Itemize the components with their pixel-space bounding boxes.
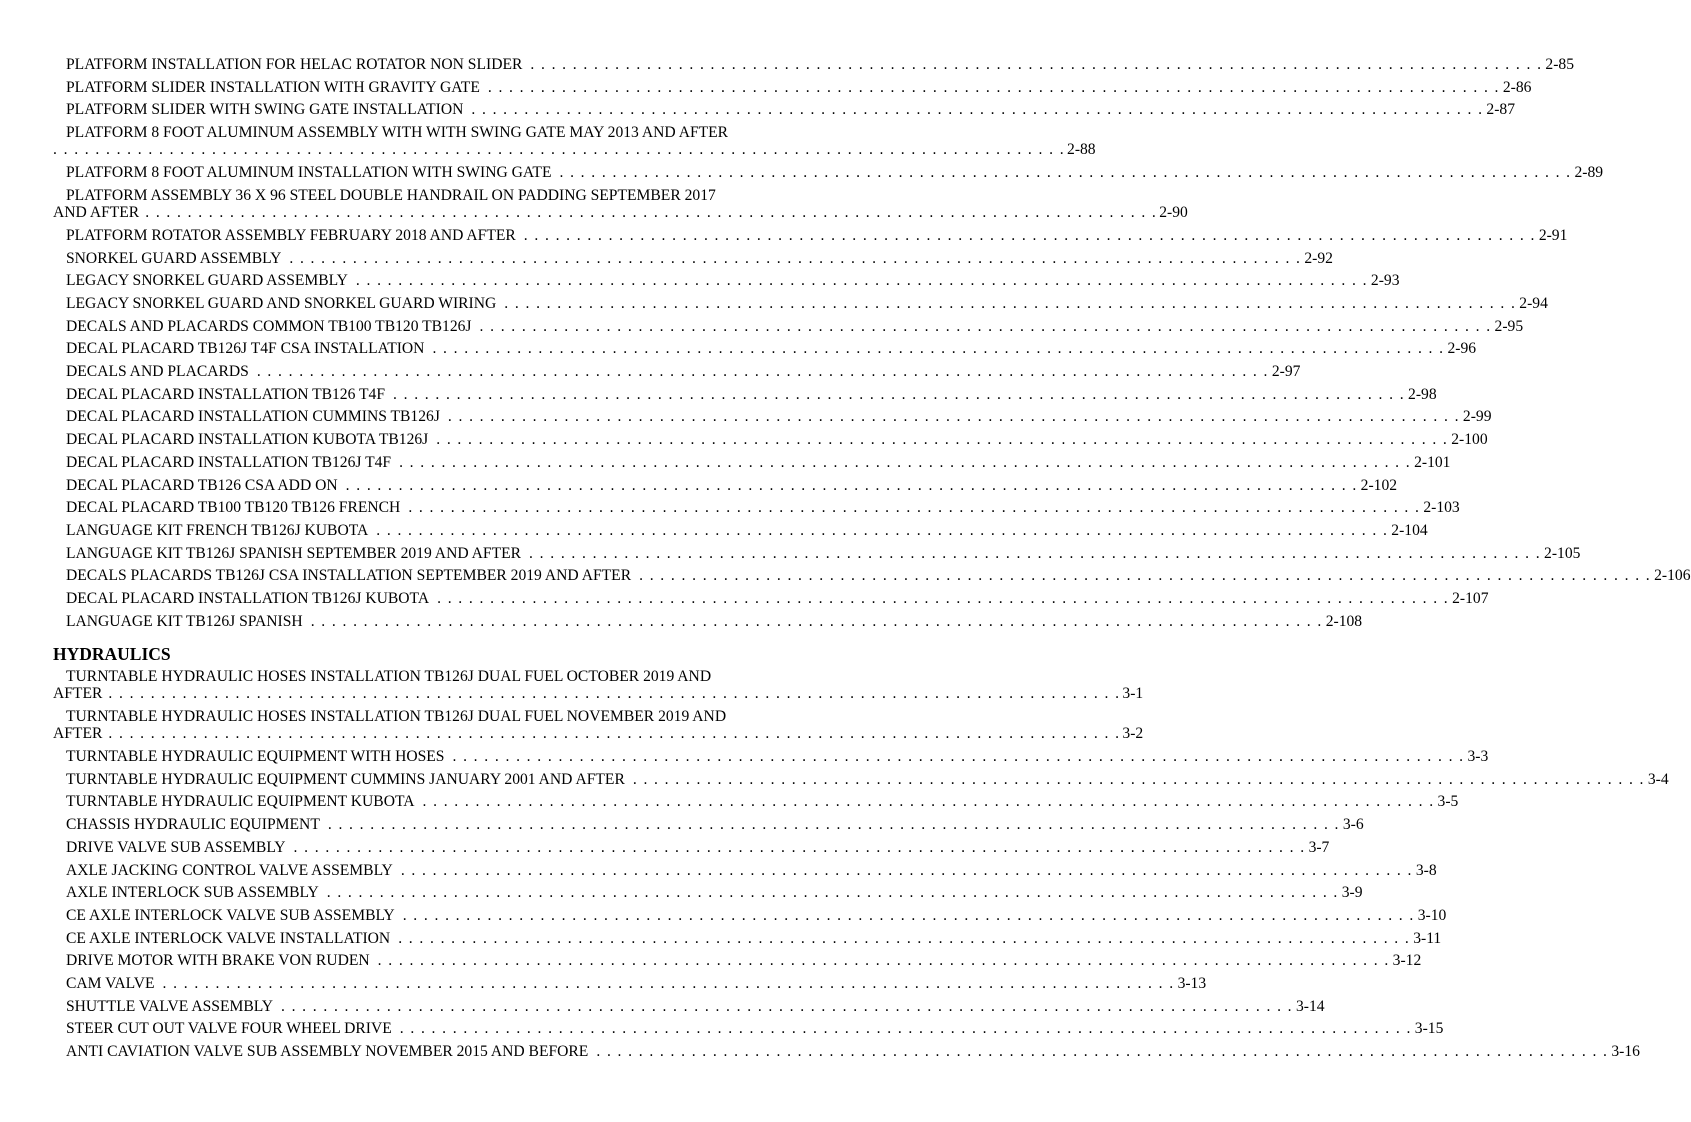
toc-entry-title: DECAL PLACARD TB100 TB120 TB126 FRENCH	[66, 499, 401, 517]
toc-entry-title: DECALS AND PLACARDS COMMON TB100 TB120 TB126J	[66, 317, 472, 335]
dot-leader: . . . . . . . . . . . . . . . . . . . . . . . . . . . . . . . . . . . . . . . . . . . . . . . . . . . . . . . . . . . . . . . . . . . . . . . . . . . . . . . . . . . . . . . . . . . . . . . .	[422, 793, 1435, 811]
toc-entry-title: TURNTABLE HYDRAULIC EQUIPMENT WITH HOSES	[66, 748, 445, 765]
toc-entry-title: TURNTABLE HYDRAULIC HOSES INSTALLATION TB126J DUAL FUEL OCTOBER 2019 AND	[66, 668, 712, 685]
toc-entry-page: 2-86	[1502, 78, 1532, 96]
toc-entry-title: AXLE JACKING CONTROL VALVE ASSEMBLY	[66, 861, 393, 879]
toc-entry-page: 2-94	[1519, 294, 1548, 312]
dot-leader: . . . . . . . . . . . . . . . . . . . . . . . . . . . . . . . . . . . . . . . . . . . . . . . . . . . . . . . . . . . . . . . . . . . . . . . . . . . . . . . . . . . . . . . . . . . . . . . .	[559, 164, 1572, 182]
dot-leader: . . . . . . . . . . . . . . . . . . . . . . . . . . . . . . . . . . . . . . . . . . . . . . . . . . . . . . . . . . . . . . . . . . . . . . . . . . . . . . . . . . . . . . . . . . . . . . . .	[326, 884, 1339, 902]
toc-entry-page: 3-12	[1392, 952, 1422, 970]
toc-entry[interactable]	[66, 453, 1451, 472]
dot-leader: . . . . . . . . . . . . . . . . . . . . . . . . . . . . . . . . . . . . . . . . . . . . . . . . . . . . . . . . . . . . . . . . . . . . . . . . . . . . . . . . . . . . . . . . . . . . . . . .	[452, 748, 1465, 765]
toc-entry[interactable]	[66, 226, 1568, 245]
toc-entry[interactable]	[66, 838, 1330, 857]
toc-entry-page: 3-6	[1342, 816, 1364, 834]
toc-entry-title: CE AXLE INTERLOCK VALVE INSTALLATION	[66, 929, 391, 947]
toc-entry-page: 2-88	[1067, 141, 1096, 159]
dot-leader: . . . . . . . . . . . . . . . . . . . . . . . . . . . . . . . . . . . . . . . . . . . . . . . . . . . . . . . . . . . . . . . . . . . . . . . . . . . . . . . . . . . . . . . . . . . . . . . .	[376, 521, 1389, 539]
toc-entry[interactable]	[53, 708, 1144, 743]
toc-entry-page: 2-90	[1159, 203, 1188, 221]
toc-entry-page: 3-1	[1122, 685, 1144, 702]
toc-entry-title: LEGACY SNORKEL GUARD ASSEMBLY	[66, 272, 348, 290]
toc-entry[interactable]	[66, 906, 1447, 925]
toc-entry[interactable]	[66, 56, 1574, 74]
toc-entry[interactable]	[66, 363, 1301, 381]
toc-entry-title: TURNTABLE HYDRAULIC EQUIPMENT CUMMINS JANUARY 2001 AND AFTER	[66, 770, 625, 788]
toc-entry-title: DRIVE VALVE SUB ASSEMBLY	[66, 838, 286, 856]
toc-entry[interactable]	[66, 748, 1489, 766]
toc-entry-title: PLATFORM SLIDER WITH SWING GATE INSTALLATION	[66, 101, 464, 119]
toc-entry-page: 2-95	[1494, 317, 1524, 335]
toc-entry-title: SNORKEL GUARD ASSEMBLY	[66, 249, 282, 267]
toc-entry-title: DECAL PLACARD INSTALLATION TB126 T4F	[66, 385, 386, 403]
toc-entry-page: 2-93	[1370, 272, 1400, 290]
toc-entry[interactable]	[66, 861, 1437, 880]
toc-entry[interactable]	[53, 668, 1144, 703]
toc-entry-title: LANGUAGE KIT TB126J SPANISH SEPTEMBER 2019 AND AFTER	[66, 544, 522, 562]
toc-entry-page: 3-13	[1177, 975, 1207, 992]
toc-entry[interactable]	[53, 124, 1096, 159]
toc-entry-title: DECALS AND PLACARDS	[66, 363, 249, 380]
toc-entry[interactable]	[66, 408, 1492, 426]
dot-leader: . . . . . . . . . . . . . . . . . . . . . . . . . . . . . . . . . . . . . . . . . . . . . . . . . . . . . . . . . . . . . . . . . . . . . . . . . . . . . . . . . . . . . . . . . . . . . . . .	[596, 1043, 1609, 1061]
toc-entry[interactable]	[66, 78, 1532, 97]
toc-entry-title: PLATFORM 8 FOOT ALUMINUM INSTALLATION WITH SWING GATE	[66, 164, 552, 182]
dot-leader: . . . . . . . . . . . . . . . . . . . . . . . . . . . . . . . . . . . . . . . . . . . . . . . . . . . . . . . . . . . . . . . . . . . . . . . . . . . . . . . . . . . . . . . . . . . . . . . .	[108, 725, 1121, 742]
toc-entry-title: DECAL PLACARD INSTALLATION KUBOTA TB126J	[66, 431, 429, 449]
toc-entry-title: DRIVE MOTOR WITH BRAKE VON RUDEN	[66, 952, 370, 970]
toc-entry[interactable]	[66, 816, 1364, 834]
toc-entry[interactable]	[66, 476, 1398, 495]
dot-leader: . . . . . . . . . . . . . . . . . . . . . . . . . . . . . . . . . . . . . . . . . . . . . . . . . . . . . . . . . . . . . . . . . . . . . . . . . . . . . . . . . . . . . . . . . . . . . . . .	[289, 249, 1302, 267]
toc-entry[interactable]	[66, 952, 1422, 970]
dot-leader: . . . . . . . . . . . . . . . . . . . . . . . . . . . . . . . . . . . . . . . . . . . . . . . . . . . . . . . . . . . . . . . . . . . . . . . . . . . . . . . . . . . . . . . . . . . . . . . .	[479, 317, 1492, 335]
toc-entry-title: PLATFORM ASSEMBLY 36 X 96 STEEL DOUBLE HANDRAIL ON PADDING SEPTEMBER 2017	[66, 186, 716, 204]
toc-entry[interactable]	[66, 544, 1581, 563]
dot-leader: . . . . . . . . . . . . . . . . . . . . . . . . . . . . . . . . . . . . . . . . . . . . . . . . . . . . . . . . . . . . . . . . . . . . . . . . . . . . . . . . . . . . . . . . . . . . . . . .	[377, 952, 1390, 970]
dot-leader: . . . . . . . . . . . . . . . . . . . . . . . . . . . . . . . . . . . . . . . . . . . . . . . . . . . . . . . . . . . . . . . . . . . . . . . . . . . . . . . . . . . . . . . . . . . . . . . .	[345, 476, 1358, 494]
toc-entry-continuation	[53, 725, 1144, 743]
toc-entry-page: 2-103	[1423, 499, 1460, 517]
toc-entry-page: 3-3	[1467, 748, 1489, 765]
dot-leader: . . . . . . . . . . . . . . . . . . . . . . . . . . . . . . . . . . . . . . . . . . . . . . . . . . . . . . . . . . . . . . . . . . . . . . . . . . . . . . . . . . . . . . . . . . . . . . . .	[504, 294, 1517, 312]
dot-leader: . . . . . . . . . . . . . . . . . . . . . . . . . . . . . . . . . . . . . . . . . . . . . . . . . . . . . . . . . . . . . . . . . . . . . . . . . . . . . . . . . . . . . . . . . . . . . . . .	[393, 385, 1406, 403]
toc-entry-page: 2-98	[1408, 385, 1437, 403]
toc-entry-page: 3-5	[1437, 793, 1459, 811]
toc-entry[interactable]	[66, 793, 1459, 811]
toc-entry[interactable]	[66, 499, 1460, 517]
toc-entry-page: 2-96	[1447, 340, 1477, 358]
toc-entry[interactable]	[66, 612, 1363, 631]
toc-entry[interactable]	[66, 249, 1333, 268]
toc-entry-page: 3-8	[1415, 861, 1437, 879]
toc-entry-title: LANGUAGE KIT FRENCH TB126J KUBOTA	[66, 521, 369, 539]
toc-entry-title: TURNTABLE HYDRAULIC EQUIPMENT KUBOTA	[66, 793, 415, 811]
dot-leader: . . . . . . . . . . . . . . . . . . . . . . . . . . . . . . . . . . . . . . . . . . . . . . . . . . . . . . . . . . . . . . . . . . . . . . . . . . . . . . . . . . . . . . . . . . . . . . . .	[447, 408, 1460, 426]
toc-entry[interactable]	[66, 272, 1400, 290]
toc-entry-title: PLATFORM SLIDER INSTALLATION WITH GRAVITY GATE	[66, 78, 480, 96]
toc-entry-page: 2-108	[1325, 612, 1363, 630]
dot-leader: . . . . . . . . . . . . . . . . . . . . . . . . . . . . . . . . . . . . . . . . . . . . . . . . . . . . . . . . . . . . . . . . . . . . . . . . . . . . . . . . . . . . . . . . . . . . . . . .	[399, 453, 1412, 471]
toc-entry[interactable]	[66, 975, 1207, 993]
toc-entry-page: 2-102	[1360, 476, 1398, 494]
toc-entry[interactable]	[66, 294, 1548, 313]
dot-leader: . . . . . . . . . . . . . . . . . . . . . . . . . . . . . . . . . . . . . . . . . . . . . . . . . . . . . . . . . . . . . . . . . . . . . . . . . . . . . . . . . . . . . . . . . . . . . . . .	[256, 363, 1269, 380]
dot-leader: . . . . . . . . . . . . . . . . . . . . . . . . . . . . . . . . . . . . . . . . . . . . . . . . . . . . . . . . . . . . . . . . . . . . . . . . . . . . . . . . . . . . . . . . . . . . . . . .	[145, 203, 1158, 221]
toc-entry-title: PLATFORM ROTATOR ASSEMBLY FEBRUARY 2018 AND AFTER	[66, 226, 516, 244]
dot-leader: . . . . . . . . . . . . . . . . . . . . . . . . . . . . . . . . . . . . . . . . . . . . . . . . . . . . . . . . . . . . . . . . . . . . . . . . . . . . . . . . . . . . . . . . . . . . . . . .	[632, 770, 1645, 788]
toc-entry-page: 3-2	[1122, 725, 1144, 742]
toc-entry[interactable]	[66, 317, 1524, 336]
dot-leader: . . . . . . . . . . . . . . . . . . . . . . . . . . . . . . . . . . . . . . . . . . . . . . . . . . . . . . . . . . . . . . . . . . . . . . . . . . . . . . . . . . . . . . . . . . . . . . . .	[437, 590, 1450, 607]
toc-entry-title: DECAL PLACARD INSTALLATION TB126J KUBOTA	[66, 590, 430, 607]
dot-leader: . . . . . . . . . . . . . . . . . . . . . . . . . . . . . . . . . . . . . . . . . . . . . . . . . . . . . . . . . . . . . . . . . . . . . . . . . . . . . . . . . . . . . . . . . . . . . . . .	[310, 612, 1323, 630]
toc-entry-page: 3-14	[1295, 997, 1325, 1015]
toc-entry[interactable]	[66, 101, 1515, 119]
toc-entry-title: DECAL PLACARD INSTALLATION TB126J T4F	[66, 453, 392, 471]
toc-entry-continuation	[53, 685, 1144, 703]
toc-entry[interactable]	[66, 431, 1488, 449]
toc-entry[interactable]	[66, 884, 1363, 902]
dot-leader: . . . . . . . . . . . . . . . . . . . . . . . . . . . . . . . . . . . . . . . . . . . . . . . . . . . . . . . . . . . . . . . . . . . . . . . . . . . . . . . . . . . . . . . . . . . . . . . .	[399, 1020, 1412, 1038]
dot-leader: . . . . . . . . . . . . . . . . . . . . . . . . . . . . . . . . . . . . . . . . . . . . . . . . . . . . . . . . . . . . . . . . . . . . . . . . . . . . . . . . . . . . . . . . . . . . . . . .	[530, 56, 1543, 73]
dot-leader: . . . . . . . . . . . . . . . . . . . . . . . . . . . . . . . . . . . . . . . . . . . . . . . . . . . . . . . . . . . . . . . . . . . . . . . . . . . . . . . . . . . . . . . . . . . . . . . .	[400, 861, 1413, 879]
toc-entry-title: ANTI CAVIATION VALVE SUB ASSEMBLY NOVEMBER 2015 AND BEFORE	[66, 1043, 589, 1061]
toc-entry[interactable]	[66, 164, 1604, 182]
toc-entry-title: CAM VALVE	[66, 975, 155, 992]
toc-entry-title: PLATFORM INSTALLATION FOR HELAC ROTATOR NON SLIDER	[66, 56, 523, 73]
dot-leader: . . . . . . . . . . . . . . . . . . . . . . . . . . . . . . . . . . . . . . . . . . . . . . . . . . . . . . . . . . . . . . . . . . . . . . . . . . . . . . . . . . . . . . . . . . . . . . . .	[639, 567, 1652, 585]
toc-entry[interactable]	[53, 186, 1188, 222]
toc-entry-page: 2-97	[1271, 363, 1301, 380]
dot-leader: . . . . . . . . . . . . . . . . . . . . . . . . . . . . . . . . . . . . . . . . . . . . . . . . . . . . . . . . . . . . . . . . . . . . . . . . . . . . . . . . . . . . . . . . . . . . . . . .	[108, 685, 1121, 702]
toc-entry-title-cont: AFTER	[53, 685, 103, 702]
toc-entry[interactable]	[66, 1020, 1444, 1038]
toc-entry-title: LEGACY SNORKEL GUARD AND SNORKEL GUARD WIRING	[66, 294, 497, 312]
toc-entry-page: 3-15	[1414, 1020, 1444, 1038]
dot-leader: . . . . . . . . . . . . . . . . . . . . . . . . . . . . . . . . . . . . . . . . . . . . . . . . . . . . . . . . . . . . . . . . . . . . . . . . . . . . . . . . . . . . . . . . . . . . . . . .	[402, 906, 1415, 924]
toc-entry-page: 2-87	[1486, 101, 1515, 119]
toc-entry-title-cont: AND AFTER	[53, 203, 140, 221]
toc-entry-page: 2-89	[1574, 164, 1604, 182]
toc-entry-page: 3-10	[1417, 906, 1447, 924]
toc-entry[interactable]	[66, 997, 1325, 1016]
toc-entry[interactable]	[66, 567, 1691, 585]
toc-entry-continuation	[53, 203, 1188, 222]
toc-entry-page: 3-16	[1611, 1043, 1640, 1061]
toc-entry-page: 3-9	[1341, 884, 1363, 902]
toc-entry-title: DECALS PLACARDS TB126J CSA INSTALLATION SEPTEMBER 2019 AND AFTER	[66, 567, 632, 585]
dot-leader: . . . . . . . . . . . . . . . . . . . . . . . . . . . . . . . . . . . . . . . . . . . . . . . . . . . . . . . . . . . . . . . . . . . . . . . . . . . . . . . . . . . . . . . . . . . . . . . .	[398, 929, 1411, 947]
toc-entry[interactable]	[66, 929, 1442, 948]
dot-leader: . . . . . . . . . . . . . . . . . . . . . . . . . . . . . . . . . . . . . . . . . . . . . . . . . . . . . . . . . . . . . . . . . . . . . . . . . . . . . . . . . . . . . . . . . . . . . . . .	[293, 838, 1306, 856]
toc-entry[interactable]	[66, 340, 1477, 358]
toc-entry-title: SHUTTLE VALVE ASSEMBLY	[66, 997, 273, 1015]
toc-entry-title: STEER CUT OUT VALVE FOUR WHEEL DRIVE	[66, 1020, 392, 1038]
toc-entry-page: 2-107	[1452, 590, 1489, 607]
dot-leader: . . . . . . . . . . . . . . . . . . . . . . . . . . . . . . . . . . . . . . . . . . . . . . . . . . . . . . . . . . . . . . . . . . . . . . . . . . . . . . . . . . . . . . . . . . . . . . . .	[471, 101, 1484, 119]
dot-leader: . . . . . . . . . . . . . . . . . . . . . . . . . . . . . . . . . . . . . . . . . . . . . . . . . . . . . . . . . . . . . . . . . . . . . . . . . . . . . . . . . . . . . . . . . . . . . . . .	[53, 141, 1066, 159]
dot-leader: . . . . . . . . . . . . . . . . . . . . . . . . . . . . . . . . . . . . . . . . . . . . . . . . . . . . . . . . . . . . . . . . . . . . . . . . . . . . . . . . . . . . . . . . . . . . . . . .	[436, 431, 1449, 449]
toc-entry-title: CHASSIS HYDRAULIC EQUIPMENT	[66, 816, 320, 834]
toc-entry-page: 2-92	[1304, 249, 1333, 267]
toc-entry-page: 2-106	[1654, 567, 1691, 585]
toc-entry[interactable]	[66, 1043, 1640, 1061]
toc-entry[interactable]	[66, 770, 1669, 789]
section-heading: HYDRAULICS	[53, 644, 171, 664]
toc-entry-title: PLATFORM 8 FOOT ALUMINUM ASSEMBLY WITH WITH SWING GATE MAY 2013 AND AFTER	[66, 124, 729, 142]
toc-entry-page: 2-105	[1544, 544, 1581, 562]
dot-leader: . . . . . . . . . . . . . . . . . . . . . . . . . . . . . . . . . . . . . . . . . . . . . . . . . . . . . . . . . . . . . . . . . . . . . . . . . . . . . . . . . . . . . . . . . . . . . . . .	[408, 499, 1421, 517]
toc-entry-page: 2-101	[1414, 453, 1451, 471]
toc-entry-title: CE AXLE INTERLOCK VALVE SUB ASSEMBLY	[66, 906, 395, 924]
toc-entry[interactable]	[66, 521, 1428, 540]
dot-leader: . . . . . . . . . . . . . . . . . . . . . . . . . . . . . . . . . . . . . . . . . . . . . . . . . . . . . . . . . . . . . . . . . . . . . . . . . . . . . . . . . . . . . . . . . . . . . . . .	[327, 816, 1340, 834]
toc-entry-page: 3-4	[1647, 770, 1669, 788]
toc-entry-title: AXLE INTERLOCK SUB ASSEMBLY	[66, 884, 319, 902]
toc-entry-page: 3-7	[1308, 838, 1330, 856]
toc-entry-title: DECAL PLACARD INSTALLATION CUMMINS TB126J	[66, 408, 440, 426]
dot-leader: . . . . . . . . . . . . . . . . . . . . . . . . . . . . . . . . . . . . . . . . . . . . . . . . . . . . . . . . . . . . . . . . . . . . . . . . . . . . . . . . . . . . . . . . . . . . . . . .	[280, 997, 1293, 1015]
toc-entry-title-cont: AFTER	[53, 725, 103, 742]
dot-leader: . . . . . . . . . . . . . . . . . . . . . . . . . . . . . . . . . . . . . . . . . . . . . . . . . . . . . . . . . . . . . . . . . . . . . . . . . . . . . . . . . . . . . . . . . . . . . . . .	[162, 975, 1175, 992]
toc-entry[interactable]	[66, 590, 1489, 608]
toc-entry-page: 2-99	[1462, 408, 1492, 426]
dot-leader: . . . . . . . . . . . . . . . . . . . . . . . . . . . . . . . . . . . . . . . . . . . . . . . . . . . . . . . . . . . . . . . . . . . . . . . . . . . . . . . . . . . . . . . . . . . . . . . .	[355, 272, 1368, 290]
toc-entry-page: 2-91	[1538, 226, 1568, 244]
toc-entry-page: 3-11	[1413, 929, 1442, 947]
dot-leader: . . . . . . . . . . . . . . . . . . . . . . . . . . . . . . . . . . . . . . . . . . . . . . . . . . . . . . . . . . . . . . . . . . . . . . . . . . . . . . . . . . . . . . . . . . . . . . . .	[432, 340, 1445, 358]
toc-entry-title: LANGUAGE KIT TB126J SPANISH	[66, 612, 303, 630]
toc-entry-title: TURNTABLE HYDRAULIC HOSES INSTALLATION TB126J DUAL FUEL NOVEMBER 2019 AND	[66, 708, 727, 725]
toc-entry-page: 2-100	[1451, 431, 1488, 449]
toc-entry-title: DECAL PLACARD TB126J T4F CSA INSTALLATION	[66, 340, 425, 358]
toc-entry-title: DECAL PLACARD TB126 CSA ADD ON	[66, 476, 338, 494]
toc-entry-page: 2-85	[1545, 56, 1574, 73]
toc-entry[interactable]	[66, 385, 1437, 404]
dot-leader: . . . . . . . . . . . . . . . . . . . . . . . . . . . . . . . . . . . . . . . . . . . . . . . . . . . . . . . . . . . . . . . . . . . . . . . . . . . . . . . . . . . . . . . . . . . . . . . .	[523, 226, 1536, 244]
dot-leader: . . . . . . . . . . . . . . . . . . . . . . . . . . . . . . . . . . . . . . . . . . . . . . . . . . . . . . . . . . . . . . . . . . . . . . . . . . . . . . . . . . . . . . . . . . . . . . . .	[529, 544, 1542, 562]
toc-entry-continuation	[53, 141, 1096, 159]
toc-entry-page: 2-104	[1391, 521, 1428, 539]
dot-leader: . . . . . . . . . . . . . . . . . . . . . . . . . . . . . . . . . . . . . . . . . . . . . . . . . . . . . . . . . . . . . . . . . . . . . . . . . . . . . . . . . . . . . . . . . . . . . . . .	[487, 78, 1500, 96]
